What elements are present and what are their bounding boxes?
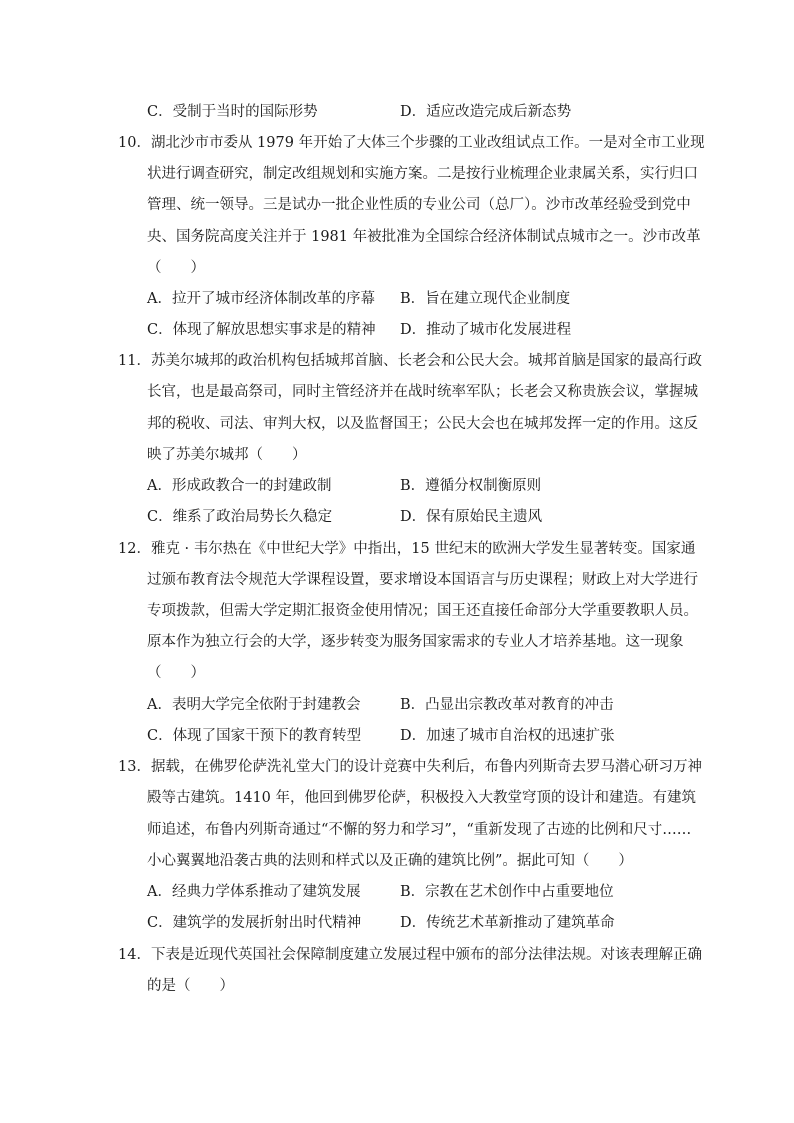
q12-option-d: D．加速了城市自治权的迅速扩张: [400, 728, 615, 744]
q12-stem-line-4: 原本作为独立行会的大学，逐步转变为服务国家需求的专业人才培养基地。这一现象: [147, 634, 684, 650]
q11-option-a: A．形成政教合一的封建政制: [147, 478, 332, 494]
q12-stem-line-2: 过颁布教育法令规范大学课程设置，要求增设本国语言与历史课程；财政上对大学进行: [147, 572, 698, 588]
q13-option-a: A．经典力学体系推动了建筑发展: [147, 884, 361, 900]
q10-stem-line-4: 央、国务院高度关注并于 1981 年被批准为全国综合经济体制试点城市之一。沙市改革: [147, 229, 701, 245]
q13-stem-line-4: 小心翼翼地沿袭古典的法则和样式以及正确的建筑比例”。据此可知（ ）: [147, 853, 633, 869]
q11-option-d: D．保有原始民主遗风: [400, 509, 543, 525]
q12-stem-line-1: 12．雅克 · 韦尔热在《中世纪大学》中指出，15 世纪末的欧洲大学发生显著转变。国家通: [118, 541, 696, 557]
q9-option-d: D．适应改造完成后新态势: [400, 104, 572, 120]
q13-stem-line-2: 殿等古建筑。1410 年，他回到佛罗伦萨，积极投入大教堂穹顶的设计和建造。有建筑: [147, 790, 697, 806]
q14-stem-line-1: 14．下表是近现代英国社会保障制度建立发展过程中颁布的部分法律法规。对该表理解正确: [118, 947, 702, 963]
q11-option-b: B．遵循分权制衡原则: [400, 478, 542, 494]
q11-stem-line-4: 映了苏美尔城邦（ ）: [147, 447, 307, 463]
q10-answer-blank: （ ）: [147, 260, 205, 276]
q13-option-d: D．传统艺术革新推动了建筑革命: [400, 915, 615, 931]
q13-stem-line-1: 13．据载，在佛罗伦萨洗礼堂大门的设计竞赛中失利后，布鲁内列斯奇去罗马潜心研习万神: [118, 759, 702, 775]
q14-stem-line-2: 的是（ ）: [147, 978, 234, 994]
q13-option-c: C．建筑学的发展折射出时代精神: [147, 915, 362, 931]
q11-stem-line-3: 邦的税收、司法、审判大权，以及监督国王；公民大会也在城邦发挥一定的作用。这反: [147, 416, 698, 432]
q10-stem-line-3: 管理、统一领导。三是试办一批企业性质的专业公司（总厂）。沙市改革经验受到党中: [147, 197, 691, 213]
q10-option-b: B．旨在建立现代企业制度: [400, 291, 571, 307]
q9-option-c: C．受制于当时的国际形势: [147, 104, 318, 120]
q10-option-a: A．拉开了城市经济体制改革的序幕: [147, 291, 375, 307]
q12-option-a: A．表明大学完全依附于封建教会: [147, 697, 361, 713]
q12-stem-line-3: 专项拨款，但需大学定期汇报资金使用情况；国王还直接任命部分大学重要教职人员。: [147, 603, 698, 619]
q12-option-b: B．凸显出宗教改革对教育的冲击: [400, 697, 614, 713]
q10-option-d: D．推动了城市化发展进程: [400, 322, 572, 338]
q10-option-c: C．体现了解放思想实事求是的精神: [147, 322, 376, 338]
q13-option-b: B．宗教在艺术创作中占重要地位: [400, 884, 614, 900]
q11-option-c: C．维系了政治局势长久稳定: [147, 509, 333, 525]
q13-stem-line-3: 师追述，布鲁内列斯奇通过“不懈的努力和学习”，“重新发现了古迹的比例和尺寸……: [147, 822, 692, 838]
q10-stem-line-2: 状进行调查研究，制定改组规划和实施方案。二是按行业梳理企业隶属关系，实行归口: [147, 166, 698, 182]
q11-stem-line-2: 长官，也是最高祭司，同时主管经济并在战时统率军队；长老会又称贵族会议，掌握城: [147, 384, 698, 400]
q10-stem-line-1: 10．湖北沙市市委从 1979 年开始了大体三个步骤的工业改组试点工作。一是对全市工业现: [118, 135, 705, 151]
q11-stem-line-1: 11．苏美尔城邦的政治机构包括城邦首脑、长老会和公民大会。城邦首脑是国家的最高行政: [118, 353, 702, 369]
q12-answer-blank: （ ）: [147, 665, 205, 681]
q12-option-c: C．体现了国家干预下的教育转型: [147, 728, 362, 744]
